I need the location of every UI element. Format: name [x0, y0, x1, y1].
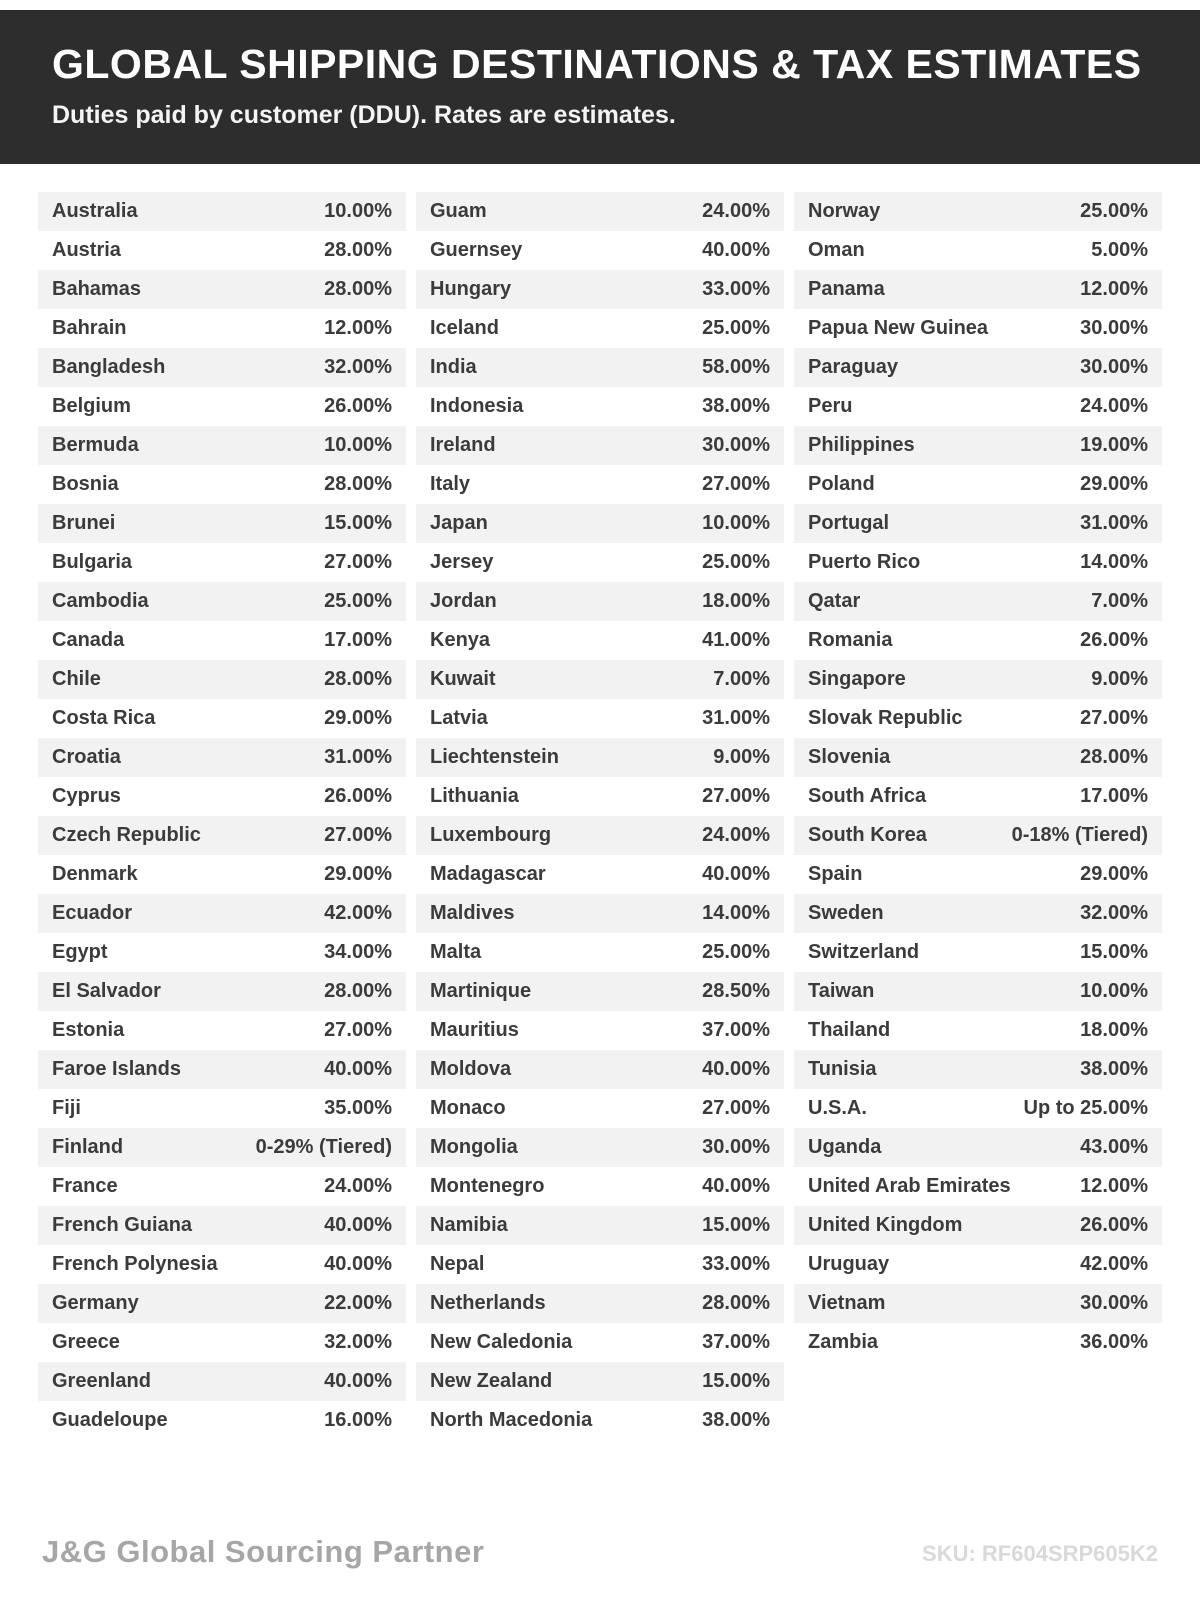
- country-name: Croatia: [52, 746, 121, 769]
- rate-value: 40.00%: [702, 1058, 770, 1081]
- table-row: [38, 270, 406, 309]
- rate-value: 40.00%: [324, 1253, 392, 1276]
- table-row: [416, 894, 784, 933]
- table-row: [416, 1011, 784, 1050]
- country-name: Indonesia: [430, 395, 524, 418]
- table-row: [416, 699, 784, 738]
- country-name: Jersey: [430, 551, 494, 574]
- rate-value: 37.00%: [702, 1019, 770, 1042]
- country-name: Thailand: [808, 1019, 891, 1042]
- rate-value: 27.00%: [324, 1019, 392, 1042]
- table-row: [794, 426, 1162, 465]
- country-name: Ecuador: [52, 902, 133, 925]
- table-row: [416, 543, 784, 582]
- rate-value: 0-29% (Tiered): [255, 1136, 392, 1159]
- table-row: [794, 621, 1162, 660]
- country-name: Faroe Islands: [52, 1058, 181, 1081]
- table-row: [794, 1050, 1162, 1089]
- country-name: India: [430, 356, 477, 379]
- country-name: Panama: [808, 278, 885, 301]
- country-name: Germany: [52, 1292, 139, 1315]
- table-row: [794, 465, 1162, 504]
- rate-value: 40.00%: [324, 1058, 392, 1081]
- table-row: [38, 660, 406, 699]
- rate-value: 27.00%: [1080, 707, 1148, 730]
- rate-value: 31.00%: [324, 746, 392, 769]
- table-row: [794, 1128, 1162, 1167]
- rate-column: [416, 192, 784, 1440]
- table-row: [38, 1089, 406, 1128]
- country-name: Egypt: [52, 941, 108, 964]
- rate-value: 25.00%: [702, 551, 770, 574]
- country-name: Maldives: [430, 902, 515, 925]
- country-name: Uganda: [808, 1136, 882, 1159]
- country-name: Estonia: [52, 1019, 125, 1042]
- country-name: Guadeloupe: [52, 1409, 168, 1432]
- table-row: [38, 1167, 406, 1206]
- rate-value: 24.00%: [1080, 395, 1148, 418]
- rate-value: 10.00%: [324, 434, 392, 457]
- rate-value: Up to 25.00%: [1023, 1097, 1148, 1120]
- table-row: [38, 582, 406, 621]
- rate-value: 58.00%: [702, 356, 770, 379]
- table-row: [416, 426, 784, 465]
- rate-value: 29.00%: [324, 707, 392, 730]
- country-name: Peru: [808, 395, 853, 418]
- table-row: [38, 933, 406, 972]
- country-name: South Korea: [808, 824, 927, 847]
- rate-value: 14.00%: [702, 902, 770, 925]
- rate-value: 27.00%: [702, 473, 770, 496]
- sku-label: SKU: RF604SRP605K2: [922, 1541, 1158, 1566]
- table-row: [794, 1284, 1162, 1323]
- country-name: Slovak Republic: [808, 707, 963, 730]
- rate-value: 7.00%: [1091, 590, 1148, 613]
- rate-value: 32.00%: [1080, 902, 1148, 925]
- table-row: [794, 504, 1162, 543]
- rate-value: 42.00%: [324, 902, 392, 925]
- country-name: Slovenia: [808, 746, 891, 769]
- rate-value: 26.00%: [1080, 629, 1148, 652]
- table-row: [416, 816, 784, 855]
- country-name: Paraguay: [808, 356, 899, 379]
- table-row: [38, 426, 406, 465]
- rate-value: 28.00%: [324, 980, 392, 1003]
- rate-value: 17.00%: [1080, 785, 1148, 808]
- table-row: [416, 348, 784, 387]
- table-row: [38, 1362, 406, 1401]
- table-row: [416, 855, 784, 894]
- rate-value: 7.00%: [713, 668, 770, 691]
- table-row: [38, 972, 406, 1011]
- table-row: [38, 1245, 406, 1284]
- rate-value: 27.00%: [324, 551, 392, 574]
- country-name: Madagascar: [430, 863, 546, 886]
- country-name: Oman: [808, 239, 865, 262]
- country-name: Latvia: [430, 707, 488, 730]
- rate-value: 33.00%: [702, 278, 770, 301]
- rate-value: 24.00%: [702, 200, 770, 223]
- table-row: [794, 699, 1162, 738]
- country-name: Singapore: [808, 668, 906, 691]
- table-row: [416, 1128, 784, 1167]
- country-name: Monaco: [430, 1097, 506, 1120]
- rate-value: 35.00%: [324, 1097, 392, 1120]
- table-row: [794, 387, 1162, 426]
- table-row: [38, 855, 406, 894]
- table-row: [794, 777, 1162, 816]
- rate-value: 27.00%: [702, 1097, 770, 1120]
- rate-value: 9.00%: [1091, 668, 1148, 691]
- country-name: Jordan: [430, 590, 497, 613]
- rate-value: 25.00%: [324, 590, 392, 613]
- country-name: Namibia: [430, 1214, 508, 1237]
- country-name: United Arab Emirates: [808, 1175, 1011, 1198]
- table-row: [416, 972, 784, 1011]
- rate-value: 15.00%: [702, 1370, 770, 1393]
- rate-value: 28.00%: [324, 278, 392, 301]
- table-row: [38, 543, 406, 582]
- rate-value: 40.00%: [702, 863, 770, 886]
- table-row: [416, 621, 784, 660]
- table-row: [416, 933, 784, 972]
- table-row: [38, 192, 406, 231]
- table-row: [416, 231, 784, 270]
- table-row: [794, 933, 1162, 972]
- country-name: Tunisia: [808, 1058, 877, 1081]
- table-row: [794, 660, 1162, 699]
- rate-value: 29.00%: [1080, 863, 1148, 886]
- rate-value: 22.00%: [324, 1292, 392, 1315]
- rate-value: 27.00%: [702, 785, 770, 808]
- rate-value: 27.00%: [324, 824, 392, 847]
- rate-value: 40.00%: [324, 1370, 392, 1393]
- country-name: Fiji: [52, 1097, 81, 1120]
- rate-value: 24.00%: [702, 824, 770, 847]
- country-name: Guernsey: [430, 239, 523, 262]
- rate-value: 34.00%: [324, 941, 392, 964]
- rate-value: 9.00%: [713, 746, 770, 769]
- rate-value: 33.00%: [702, 1253, 770, 1276]
- table-row: [38, 1323, 406, 1362]
- rate-value: 12.00%: [324, 317, 392, 340]
- table-row: [38, 738, 406, 777]
- rate-value: 28.00%: [324, 239, 392, 262]
- country-name: Cambodia: [52, 590, 149, 613]
- country-name: Bermuda: [52, 434, 139, 457]
- rate-value: 42.00%: [1080, 1253, 1148, 1276]
- table-row: [38, 816, 406, 855]
- rate-value: 40.00%: [702, 239, 770, 262]
- country-name: Norway: [808, 200, 881, 223]
- table-row: [416, 777, 784, 816]
- table-row: [416, 465, 784, 504]
- country-name: Canada: [52, 629, 125, 652]
- table-row: [38, 348, 406, 387]
- table-row: [794, 855, 1162, 894]
- table-row: [794, 192, 1162, 231]
- table-row: [38, 1011, 406, 1050]
- country-name: Bahamas: [52, 278, 141, 301]
- country-name: Greenland: [52, 1370, 151, 1393]
- rate-value: 30.00%: [1080, 317, 1148, 340]
- table-row: [794, 231, 1162, 270]
- table-row: [38, 1284, 406, 1323]
- country-name: Bangladesh: [52, 356, 166, 379]
- country-name: Bahrain: [52, 317, 127, 340]
- table-row: [416, 582, 784, 621]
- rate-value: 37.00%: [702, 1331, 770, 1354]
- country-name: Denmark: [52, 863, 138, 886]
- table-row: [38, 465, 406, 504]
- country-name: Japan: [430, 512, 488, 535]
- rate-value: 18.00%: [702, 590, 770, 613]
- country-name: Philippines: [808, 434, 915, 457]
- rate-value: 43.00%: [1080, 1136, 1148, 1159]
- rate-value: 28.00%: [324, 668, 392, 691]
- table-row: [794, 972, 1162, 1011]
- table-row: [794, 1011, 1162, 1050]
- table-row: [794, 1323, 1162, 1362]
- country-name: Netherlands: [430, 1292, 546, 1315]
- rate-value: 25.00%: [702, 317, 770, 340]
- table-row: [38, 1050, 406, 1089]
- country-name: Luxembourg: [430, 824, 552, 847]
- country-name: Cyprus: [52, 785, 121, 808]
- rate-column: [38, 192, 406, 1440]
- country-name: Finland: [52, 1136, 124, 1159]
- country-name: Italy: [430, 473, 471, 496]
- rate-value: 30.00%: [702, 434, 770, 457]
- rate-value: 12.00%: [1080, 278, 1148, 301]
- table-row: [416, 1401, 784, 1440]
- table-row: [794, 738, 1162, 777]
- table-row: [416, 1323, 784, 1362]
- rate-value: 38.00%: [702, 395, 770, 418]
- country-name: Romania: [808, 629, 893, 652]
- country-name: Greece: [52, 1331, 120, 1354]
- brand-name: J&G Global Sourcing Partner: [42, 1534, 485, 1569]
- table-row: [38, 1401, 406, 1440]
- table-row: [38, 504, 406, 543]
- table-row: [794, 309, 1162, 348]
- country-name: French Guiana: [52, 1214, 193, 1237]
- country-name: Switzerland: [808, 941, 920, 964]
- country-name: Mongolia: [430, 1136, 518, 1159]
- country-name: South Africa: [808, 785, 927, 808]
- table-row: [38, 621, 406, 660]
- rate-value: 36.00%: [1080, 1331, 1148, 1354]
- rate-value: 28.00%: [702, 1292, 770, 1315]
- rate-value: 38.00%: [1080, 1058, 1148, 1081]
- country-name: Moldova: [430, 1058, 512, 1081]
- rate-value: 12.00%: [1080, 1175, 1148, 1198]
- rate-value: 15.00%: [324, 512, 392, 535]
- country-name: U.S.A.: [808, 1097, 867, 1120]
- rate-value: 32.00%: [324, 1331, 392, 1354]
- country-name: Poland: [808, 473, 875, 496]
- table-row: [794, 582, 1162, 621]
- country-name: Qatar: [808, 590, 861, 613]
- country-name: Taiwan: [808, 980, 875, 1003]
- table-row: [794, 1167, 1162, 1206]
- country-name: Belgium: [52, 395, 131, 418]
- country-name: Uruguay: [808, 1253, 890, 1276]
- country-name: Montenegro: [430, 1175, 545, 1198]
- country-name: Portugal: [808, 512, 890, 535]
- rate-value: 10.00%: [324, 200, 392, 223]
- table-row: [416, 309, 784, 348]
- country-name: Sweden: [808, 902, 884, 925]
- rate-column: [794, 192, 1162, 1362]
- country-name: United Kingdom: [808, 1214, 963, 1237]
- table-row: [38, 231, 406, 270]
- rate-value: 28.00%: [324, 473, 392, 496]
- table-row: [416, 738, 784, 777]
- country-name: Martinique: [430, 980, 532, 1003]
- rate-value: 31.00%: [1080, 512, 1148, 535]
- rate-value: 32.00%: [324, 356, 392, 379]
- rate-value: 31.00%: [702, 707, 770, 730]
- country-name: France: [52, 1175, 118, 1198]
- table-row: [794, 1245, 1162, 1284]
- rate-value: 16.00%: [324, 1409, 392, 1432]
- table-row: [38, 777, 406, 816]
- table-row: [38, 894, 406, 933]
- table-row: [416, 387, 784, 426]
- country-name: Costa Rica: [52, 707, 156, 730]
- table-row: [794, 543, 1162, 582]
- table-row: [416, 660, 784, 699]
- country-name: El Salvador: [52, 980, 161, 1003]
- country-name: North Macedonia: [430, 1409, 593, 1432]
- rate-value: 26.00%: [324, 785, 392, 808]
- country-name: Australia: [52, 200, 138, 223]
- country-name: Malta: [430, 941, 482, 964]
- country-name: Liechtenstein: [430, 746, 559, 769]
- table-row: [38, 1206, 406, 1245]
- rate-value: 14.00%: [1080, 551, 1148, 574]
- table-row: [38, 699, 406, 738]
- country-name: French Polynesia: [52, 1253, 218, 1276]
- rate-value: 17.00%: [324, 629, 392, 652]
- rate-value: 10.00%: [702, 512, 770, 535]
- table-row: [416, 1167, 784, 1206]
- table-row: [416, 1089, 784, 1128]
- table-row: [794, 816, 1162, 855]
- rate-value: 15.00%: [1080, 941, 1148, 964]
- country-name: Austria: [52, 239, 121, 262]
- country-name: Kuwait: [430, 668, 496, 691]
- footer: [0, 1534, 1200, 1570]
- rate-value: 15.00%: [702, 1214, 770, 1237]
- rate-value: 28.00%: [1080, 746, 1148, 769]
- table-row: [38, 1128, 406, 1167]
- page: [0, 10, 1200, 1569]
- table-row: [38, 309, 406, 348]
- rate-value: 30.00%: [702, 1136, 770, 1159]
- country-name: Iceland: [430, 317, 499, 340]
- rate-value: 30.00%: [1080, 1292, 1148, 1315]
- table-row: [416, 270, 784, 309]
- rate-value: 40.00%: [702, 1175, 770, 1198]
- rate-value: 26.00%: [324, 395, 392, 418]
- rate-value: 25.00%: [702, 941, 770, 964]
- table-row: [794, 1089, 1162, 1128]
- table-row: [416, 1050, 784, 1089]
- rate-value: 41.00%: [702, 629, 770, 652]
- country-name: Nepal: [430, 1253, 485, 1276]
- page-title: GLOBAL SHIPPING DESTINATIONS & TAX ESTIMATES: [52, 41, 1142, 87]
- page-subtitle: Duties paid by customer (DDU). Rates are estimates.: [52, 101, 676, 130]
- rate-value: 5.00%: [1091, 239, 1148, 262]
- table-row: [38, 387, 406, 426]
- rate-value: 19.00%: [1080, 434, 1148, 457]
- rate-value: 25.00%: [1080, 200, 1148, 223]
- rate-value: 28.50%: [702, 980, 770, 1003]
- country-name: Bulgaria: [52, 551, 133, 574]
- country-name: Chile: [52, 668, 101, 691]
- country-name: Puerto Rico: [808, 551, 921, 574]
- rate-value: 10.00%: [1080, 980, 1148, 1003]
- table-row: [416, 1206, 784, 1245]
- rate-value: 18.00%: [1080, 1019, 1148, 1042]
- rate-value: 0-18% (Tiered): [1011, 824, 1148, 847]
- country-name: Bosnia: [52, 473, 119, 496]
- country-name: Papua New Guinea: [808, 317, 989, 340]
- country-name: Czech Republic: [52, 824, 201, 847]
- rates-table: [0, 164, 1200, 1440]
- rate-value: 38.00%: [702, 1409, 770, 1432]
- table-row: [794, 348, 1162, 387]
- rate-value: 30.00%: [1080, 356, 1148, 379]
- table-row: [416, 1284, 784, 1323]
- rate-value: 29.00%: [1080, 473, 1148, 496]
- rate-value: 24.00%: [324, 1175, 392, 1198]
- country-name: Zambia: [808, 1331, 879, 1354]
- table-row: [794, 1206, 1162, 1245]
- country-name: New Caledonia: [430, 1331, 573, 1354]
- rate-value: 40.00%: [324, 1214, 392, 1237]
- country-name: Kenya: [430, 629, 491, 652]
- country-name: Spain: [808, 863, 863, 886]
- rate-value: 26.00%: [1080, 1214, 1148, 1237]
- header-banner: [0, 10, 1200, 164]
- table-row: [416, 1245, 784, 1284]
- country-name: Mauritius: [430, 1019, 519, 1042]
- table-row: [416, 504, 784, 543]
- table-row: [416, 1362, 784, 1401]
- rate-value: 29.00%: [324, 863, 392, 886]
- country-name: Guam: [430, 200, 487, 223]
- table-row: [794, 894, 1162, 933]
- country-name: New Zealand: [430, 1370, 553, 1393]
- country-name: Ireland: [430, 434, 496, 457]
- country-name: Vietnam: [808, 1292, 886, 1315]
- country-name: Hungary: [430, 278, 512, 301]
- table-row: [794, 270, 1162, 309]
- country-name: Lithuania: [430, 785, 519, 808]
- country-name: Brunei: [52, 512, 116, 535]
- table-row: [416, 192, 784, 231]
